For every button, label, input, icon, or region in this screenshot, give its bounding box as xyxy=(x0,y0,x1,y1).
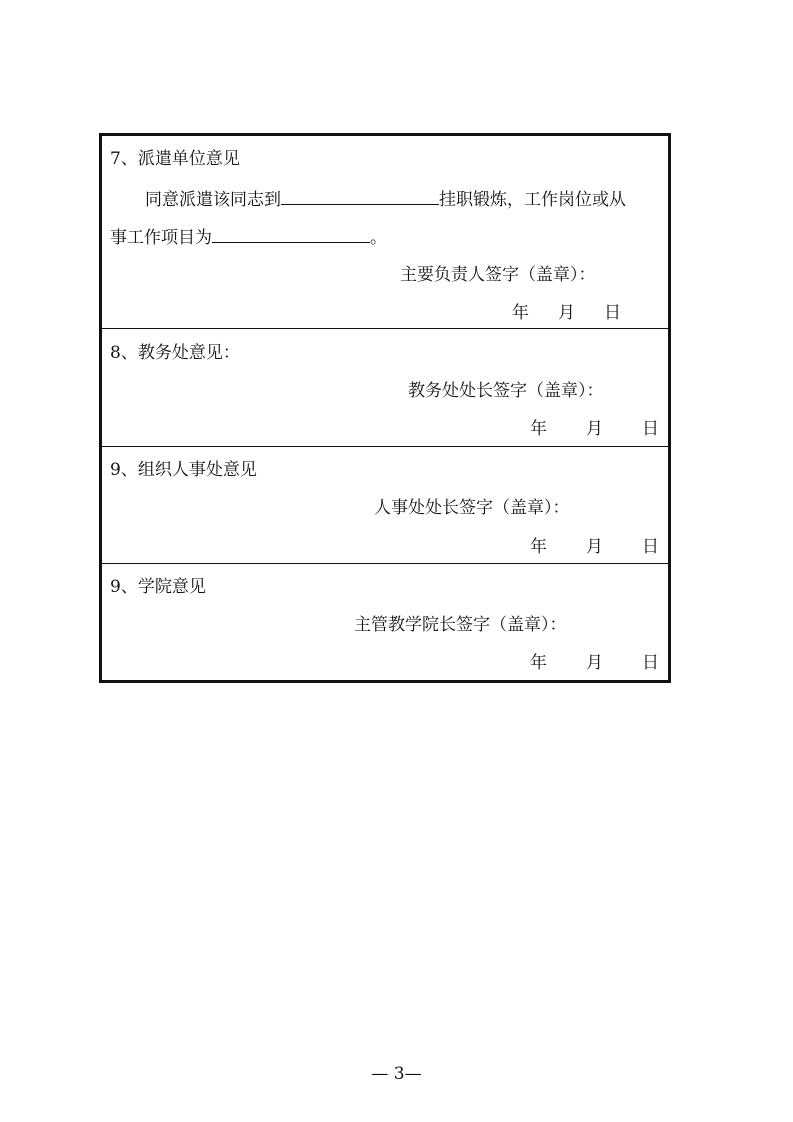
date-month: 月 xyxy=(586,653,603,673)
date-month: 月 xyxy=(586,537,603,557)
approval-form-table xyxy=(99,133,671,683)
date-year: 年 xyxy=(530,419,547,439)
section-title: 9、组织人事处意见 xyxy=(110,460,257,480)
date-day: 日 xyxy=(642,537,659,557)
date-year: 年 xyxy=(530,537,547,557)
signature-label: 人事处处长签字（盖章）： xyxy=(374,498,570,518)
section-title: 8、教务处意见： xyxy=(110,343,240,363)
signature-label: 主管教学院长签字（盖章）： xyxy=(354,615,567,635)
section-academic-affairs-opinion xyxy=(102,329,668,446)
placement-unit-blank[interactable] xyxy=(281,188,439,205)
dispatch-statement-line2 xyxy=(110,226,387,248)
work-project-blank[interactable] xyxy=(212,226,370,243)
statement-prefix: 事工作项目为 xyxy=(110,228,212,248)
signature-label: 主要负责人签字（盖章）： xyxy=(400,265,596,285)
section-title: 7、派遣单位意见 xyxy=(110,149,240,169)
date-month: 月 xyxy=(586,419,603,439)
statement-prefix: 同意派遣该同志到 xyxy=(145,190,281,210)
dispatch-statement-line1 xyxy=(145,188,626,210)
statement-suffix: 。 xyxy=(370,228,387,248)
date-day: 日 xyxy=(604,303,621,323)
section-college-opinion xyxy=(102,564,668,680)
page-number: — 3— xyxy=(371,1064,422,1084)
date-year: 年 xyxy=(512,303,529,323)
section-title: 9、学院意见 xyxy=(110,577,206,597)
date-month: 月 xyxy=(558,303,575,323)
date-day: 日 xyxy=(642,419,659,439)
statement-suffix: 挂职锻炼，工作岗位或从 xyxy=(439,190,626,210)
signature-label: 教务处处长签字（盖章）： xyxy=(408,381,604,401)
date-year: 年 xyxy=(530,653,547,673)
section-dispatch-unit-opinion xyxy=(102,136,668,328)
date-day: 日 xyxy=(642,653,659,673)
section-personnel-opinion xyxy=(102,447,668,563)
